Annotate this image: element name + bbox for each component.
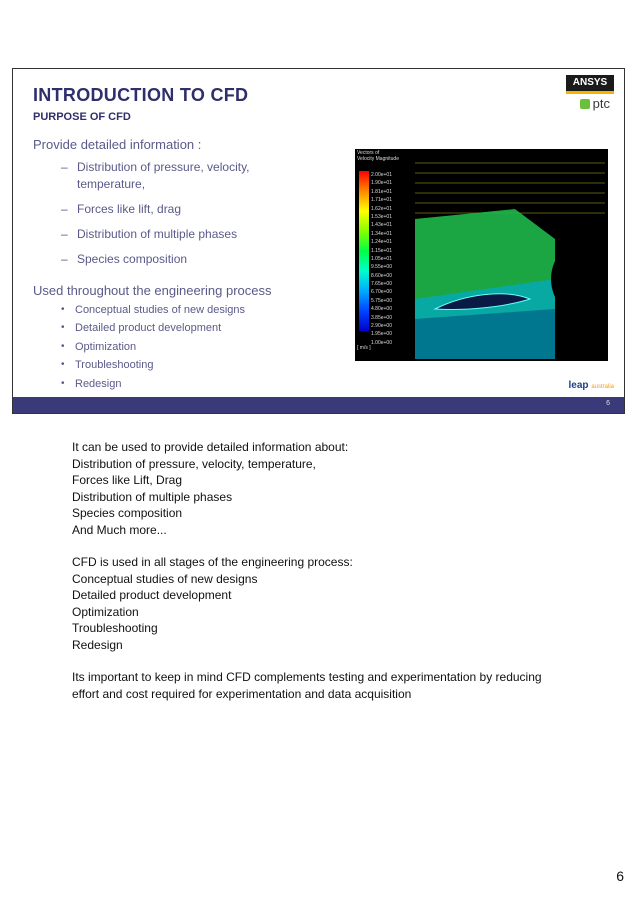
notes-stages-intro: CFD is used in all stages of the engineering process: <box>72 555 353 569</box>
sim-units: [ m/s ] <box>357 345 371 351</box>
cfd-simulation-image <box>355 149 608 361</box>
notes-item: Distribution of multiple phases <box>72 489 233 504</box>
notes-item: Optimization <box>72 604 139 619</box>
scale-label: 1.90e+01 <box>371 180 392 187</box>
list-item: • Redesign <box>61 375 245 393</box>
notes-item: Species composition <box>72 506 183 520</box>
slide-subtitle: PURPOSE OF CFD <box>33 111 131 123</box>
notes-intro: It can be used to provide detailed information about: <box>72 440 349 454</box>
scale-label: 1.24e+01 <box>371 239 392 246</box>
ansys-logo: ANSYS <box>566 75 614 94</box>
list-item: • Troubleshooting <box>61 356 245 374</box>
page-number: 6 <box>616 868 624 884</box>
section2-list <box>61 301 245 393</box>
scale-label: 2.00e+01 <box>371 172 392 178</box>
list-item: – Forces like lift, drag <box>61 201 271 218</box>
scale-label: 1.43e+01 <box>371 222 392 229</box>
ptc-logo-text: ptc <box>592 96 610 111</box>
color-scale <box>359 171 369 331</box>
scale-label: 4.80e+00 <box>371 306 392 313</box>
sim-header-line1: Vectors of <box>357 150 380 156</box>
scale-label: 6.70e+00 <box>371 289 392 296</box>
flow-field-graphic <box>355 149 608 361</box>
scale-label: 1.00e+00 <box>371 339 392 346</box>
ptc-logo <box>580 96 610 111</box>
list-item: – Species composition <box>61 251 271 268</box>
leap-logo-sub: australia <box>591 384 614 390</box>
slide <box>12 68 625 414</box>
list-item: • Conceptual studies of new designs <box>61 301 245 319</box>
scale-label: 1.15e+01 <box>371 247 392 254</box>
scale-label: 7.65e+00 <box>371 281 392 288</box>
notes-item: Redesign <box>72 637 123 652</box>
scale-label: 1.81e+01 <box>371 188 392 195</box>
notes-item: Detailed product development <box>72 588 232 602</box>
scale-label: 1.53e+01 <box>371 213 392 220</box>
scale-label: 3.85e+00 <box>371 314 392 321</box>
speaker-notes <box>72 439 572 702</box>
notes-item: Conceptual studies of new designs <box>72 571 258 586</box>
list-item: • Optimization <box>61 338 245 356</box>
slide-footer <box>13 397 624 413</box>
scale-label: 2.90e+00 <box>371 323 392 330</box>
slide-title: INTRODUCTION TO CFD <box>33 85 249 105</box>
scale-label: 1.95e+00 <box>371 331 392 338</box>
sim-header-line2: Velocity Magnitude <box>357 156 399 162</box>
scale-label: 1.05e+01 <box>371 255 392 262</box>
notes-item: And Much more... <box>72 522 167 537</box>
list-item: – Distribution of multiple phases <box>61 226 271 243</box>
list-item: • Detailed product development <box>61 319 245 337</box>
scale-label: 5.75e+00 <box>371 297 392 304</box>
ptc-logo-icon <box>580 99 590 109</box>
leap-logo-text: leap <box>568 380 589 391</box>
list-item: – Distribution of pressure, velocity, temperature, <box>61 159 271 193</box>
scale-labels <box>371 171 392 347</box>
scale-label: 1.62e+01 <box>371 205 392 212</box>
scale-label: 1.34e+01 <box>371 230 392 237</box>
notes-closing: Its important to keep in mind CFD complements testing and experimentation by reducing effort and cost required for experimentation and data acquisition <box>72 670 542 701</box>
slide-number: 6 <box>606 400 610 407</box>
notes-item: Distribution of pressure, velocity, temperature, <box>72 456 316 471</box>
section2-heading: Used throughout the engineering process <box>33 283 272 298</box>
leap-logo <box>569 380 614 391</box>
notes-item: Forces like Lift, Drag <box>72 473 183 487</box>
scale-label: 8.60e+00 <box>371 272 392 279</box>
notes-item: Troubleshooting <box>72 621 158 635</box>
scale-label: 1.71e+01 <box>371 197 392 204</box>
section1-list <box>61 159 271 276</box>
section1-heading: Provide detailed information : <box>33 137 202 152</box>
scale-label: 9.55e+00 <box>371 264 392 271</box>
